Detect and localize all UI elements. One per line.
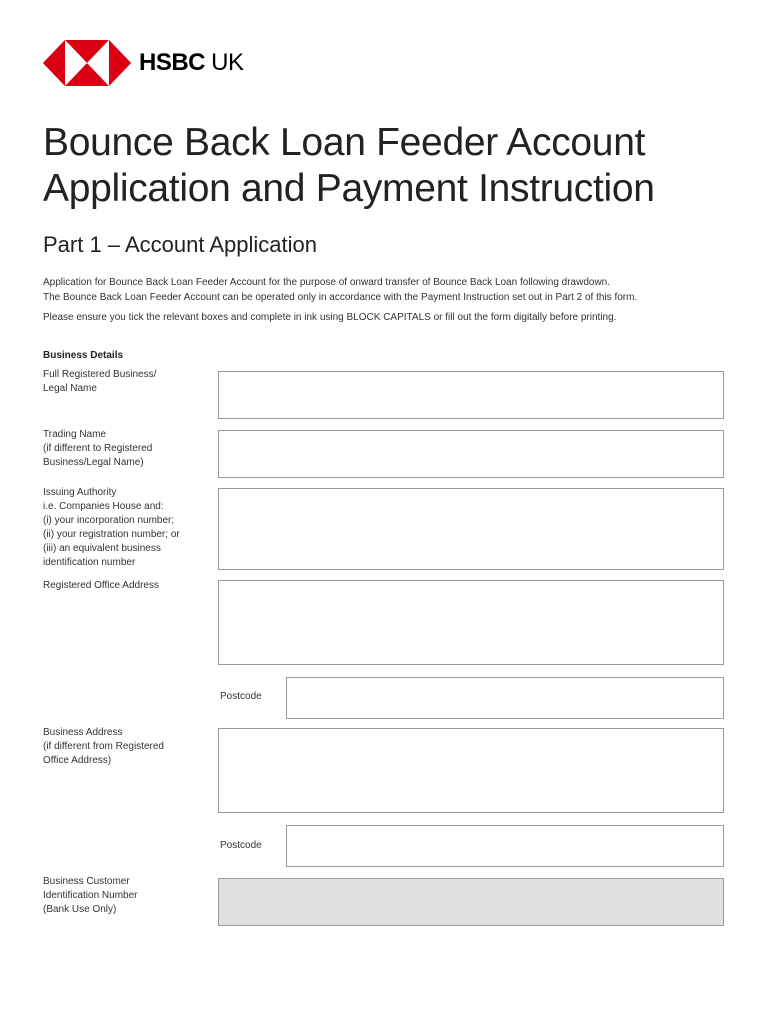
customer-id-label: Business Customer Identification Number (Bank Use Only)	[43, 876, 138, 915]
business-postcode-field[interactable]	[286, 825, 724, 867]
page-title: Bounce Back Loan Feeder Account Application and Payment Instruction	[43, 121, 655, 210]
registered-address-field[interactable]	[218, 580, 724, 665]
trading-name-label: Trading Name (if different to Registered Business/Legal Name)	[43, 429, 153, 468]
hsbc-hexagon-logo-icon	[43, 40, 131, 86]
intro-text: Application for Bounce Back Loan Feeder Account for the purpose of onward transfer of Bounce Back Loan following drawdown. The Bounce Back Loan Feeder Account can be operated only in accordance with the Payment Instruction set out in Part 2 of this form.	[43, 277, 638, 303]
legal-name-field[interactable]	[218, 371, 724, 419]
customer-id-field	[218, 878, 724, 926]
business-address-label: Business Address (if different from Registered Office Address)	[43, 727, 164, 766]
trading-name-field[interactable]	[218, 430, 724, 478]
business-postcode-label: Postcode	[220, 840, 262, 851]
business-address-field[interactable]	[218, 728, 724, 813]
part-heading: Part 1 – Account Application	[43, 232, 317, 257]
registered-postcode-label: Postcode	[220, 691, 262, 702]
instruction-text: Please ensure you tick the relevant boxes and complete in ink using BLOCK CAPITALS or fill out the form digitally before printing.	[43, 312, 617, 323]
issuing-authority-field[interactable]	[218, 488, 724, 570]
section-title: Business Details	[43, 350, 124, 361]
registered-postcode-field[interactable]	[286, 677, 724, 719]
legal-name-label: Full Registered Business/ Legal Name	[43, 369, 157, 394]
brand-logo	[43, 40, 263, 86]
brand-name: HSBC UK	[139, 49, 244, 76]
registered-address-label: Registered Office Address	[43, 580, 159, 591]
issuing-authority-label: Issuing Authority i.e. Companies House and: (i) your incorporation number; (ii) your registration number; or (iii) an equivalent business identification number	[43, 487, 180, 568]
